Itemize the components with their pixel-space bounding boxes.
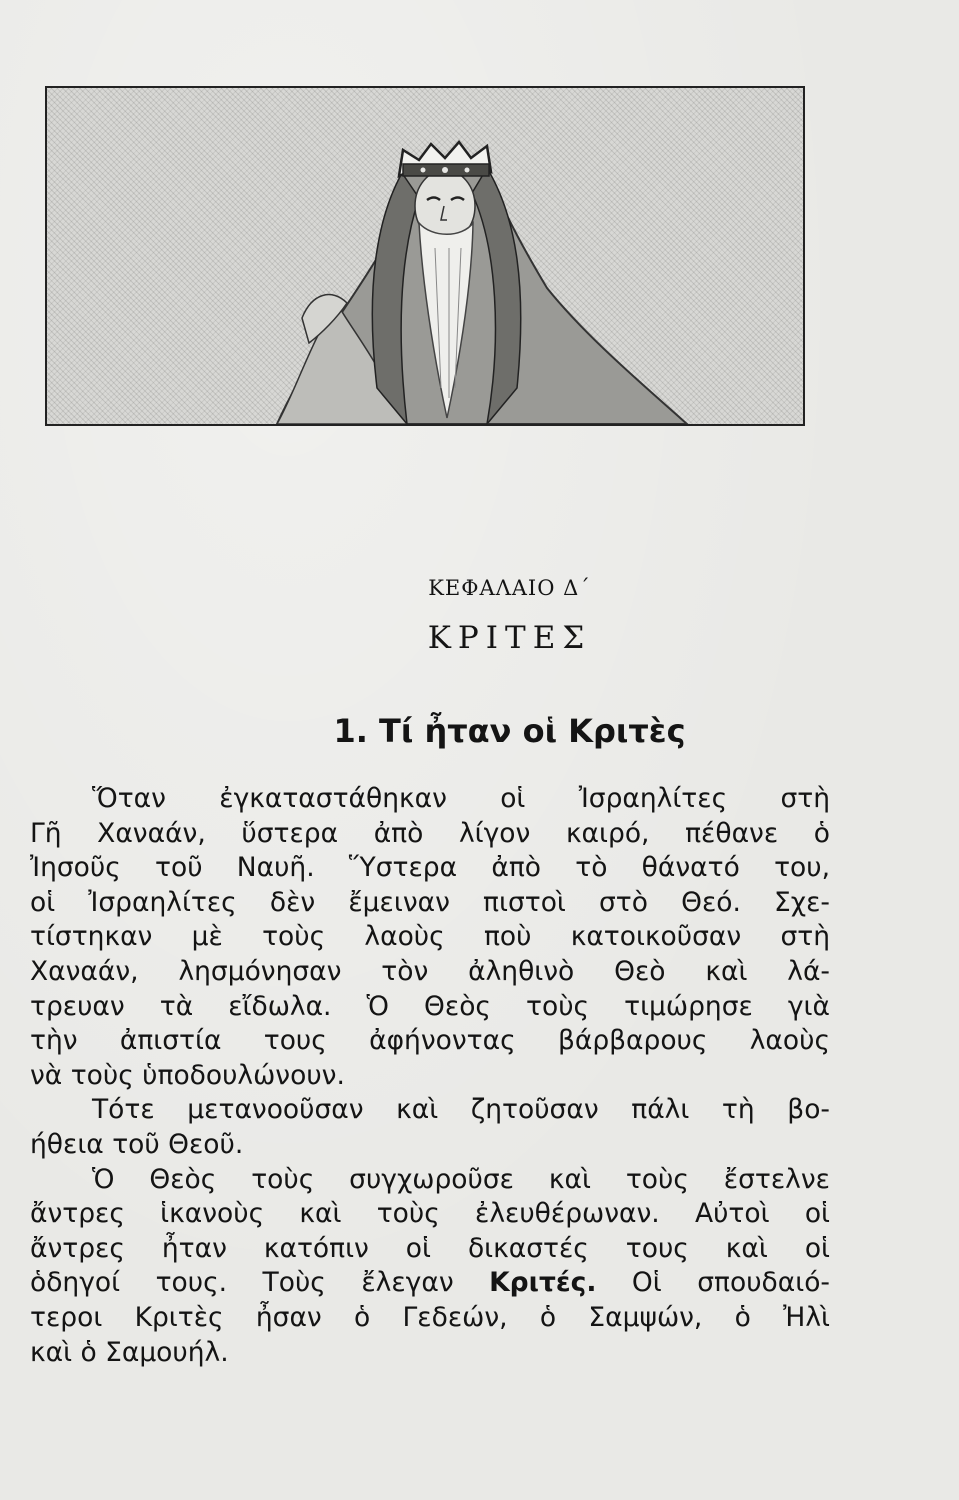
text-line: Χαναάν, λησμόνησαν τὸν ἀληθινὸ Θεὸ καὶ λά- [30, 955, 830, 987]
text-line: Γῆ Χαναάν, ὕστερα ἀπὸ λίγον καιρό, πέθανε ὁ [30, 817, 830, 849]
text-line: Ὁ Θεὸς τοὺς συγχωροῦσε καὶ τοὺς ἔστελνε [92, 1163, 830, 1195]
body-text [30, 782, 830, 1370]
crowned-bearded-figure-illustration [47, 88, 803, 424]
text-line: τρευαν τὰ εἴδωλα. Ὁ Θεὸς τοὺς τιμώρησε γιὰ [30, 990, 830, 1022]
chapter-illustration [45, 86, 805, 426]
text-line: τεροι Κριτὲς ἦσαν ὁ Γεδεών, ὁ Σαμψών, ὁ Ἠλὶ [30, 1301, 830, 1333]
highlighted-term: Κριτές. [489, 1267, 597, 1299]
text-line: καὶ ὁ Σαμουήλ. [30, 1336, 229, 1368]
text-line: τίστηκαν μὲ τοὺς λαοὺς ποὺ κατοικοῦσαν στὴ [30, 921, 830, 953]
text-line: ήθεια τοῦ Θεοῦ. [30, 1128, 244, 1160]
text-line [30, 1266, 830, 1301]
text-line: νὰ τοὺς ὑποδουλώνουν. [30, 1059, 345, 1091]
chapter-label: ΚΕΦΑΛΑΙΟ Δ΄ [428, 576, 591, 600]
text-line: οἱ Ἰσραηλίτες δὲν ἔμειναν πιστοὶ στὸ Θεό. Σχε- [30, 886, 830, 918]
section-heading: 1. Τί ἦταν οἱ Κριτὲς [333, 712, 686, 750]
text-line: Ὅταν ἐγκαταστάθηκαν οἱ Ἰσραηλίτες στὴ [92, 783, 830, 814]
text-line: Ἰησοῦς τοῦ Ναυῆ. Ὕστερα ἀπὸ τὸ θάνατό του, [30, 852, 830, 884]
chapter-title: ΚΡΙΤΕΣ [427, 620, 592, 656]
text-line: ἄντρες ἱκανοὺς καὶ τοὺς ἐλευθέρωναν. Αὐτοὶ οἱ [30, 1198, 830, 1230]
text-line: τὴν ἀπιστία τους ἀφήνοντας βάρβαρους λαοὺς [30, 1025, 830, 1057]
text-segment: ὁδηγοί τους. Τοὺς ἔλεγαν [30, 1267, 454, 1299]
text-line: ἄντρες ἦταν κατόπιν οἱ δικαστές τους καὶ οἱ [30, 1232, 830, 1264]
text-line: Τότε μετανοοῦσαν καὶ ζητοῦσαν πάλι τὴ βο- [92, 1094, 830, 1126]
text-segment: Οἱ σπουδαιό- [631, 1267, 830, 1299]
